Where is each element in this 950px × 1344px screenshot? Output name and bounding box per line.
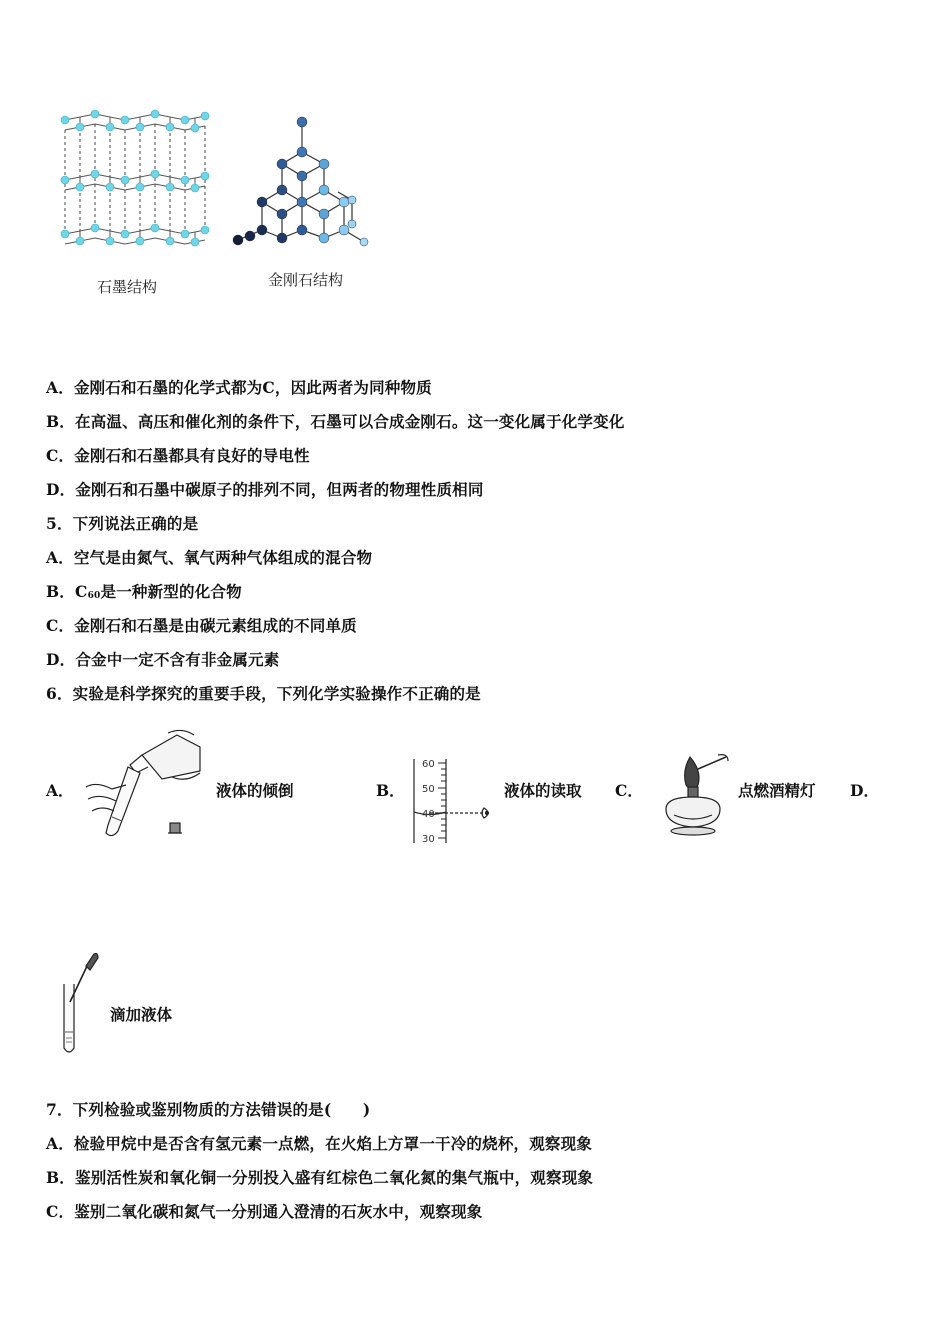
q5-option-d: D．合金中一定不含有非金属元素 (46, 650, 280, 669)
q7-option-b: B．鉴别活性炭和氧化铜一分别投入盛有红棕色二氧化氮的集气瓶中，观察现象 (46, 1168, 594, 1187)
cylinder-tick-50: 50 (422, 784, 435, 795)
graphite-structure-figure (55, 108, 215, 258)
pouring-liquid-illustration (82, 727, 207, 842)
q6-option-b-text: 液体的读取 (504, 781, 582, 800)
cylinder-tick-60: 60 (422, 759, 435, 770)
q5-option-a: A．空气是由氮气、氧气两种气体组成的混合物 (46, 548, 373, 567)
option-label: C． (46, 446, 75, 465)
dropper-illustration (58, 952, 106, 1058)
option-text: 在高温、高压和催化剂的条件下，石墨可以合成金刚石。这一变化属于化学变化 (75, 412, 625, 431)
graduated-cylinder-illustration (408, 757, 503, 847)
option-label: A． (46, 378, 74, 397)
graphite-caption: 石墨结构 (97, 278, 158, 296)
q6-option-d-label: D． (850, 781, 879, 800)
option-text: 金刚石和石墨的化学式都为C，因此两者为同种物质 (73, 378, 432, 397)
c60-symbol: C (75, 582, 88, 601)
diamond-structure-figure (228, 112, 388, 252)
diamond-caption: 金刚石结构 (268, 271, 344, 289)
q6-option-a-label: A． (46, 781, 74, 800)
q4-option-d (46, 478, 484, 500)
q7-option-a: A．检验甲烷中是否含有氢元素一点燃，在火焰上方罩一干冷的烧杯，观察现象 (46, 1134, 593, 1153)
q5-option-c: C．金刚石和石墨是由碳元素组成的不同单质 (46, 616, 357, 635)
cylinder-tick-30: 30 (422, 834, 435, 845)
c60-subscript: 60 (87, 591, 101, 601)
q4-option-c (46, 444, 310, 466)
q7-option-c: C．鉴别二氧化碳和氮气一分别通入澄清的石灰水中，观察现象 (46, 1202, 483, 1221)
q5-option-b (46, 580, 242, 602)
q4-option-b (46, 410, 625, 432)
option-label: D． (46, 480, 76, 499)
q5-stem: 5．下列说法正确的是 (46, 514, 199, 533)
alcohol-lamp-illustration (660, 753, 732, 838)
q6-option-b-label: B． (376, 781, 405, 800)
q6-option-d-text: 滴加液体 (110, 1005, 173, 1024)
q4-option-a (46, 376, 432, 398)
option-text: 金刚石和石墨都具有良好的导电性 (74, 446, 310, 465)
option-text: 金刚石和石墨中碳原子的排列不同，但两者的物理性质相同 (75, 480, 484, 499)
option-text: 是一种新型的化合物 (100, 582, 242, 601)
option-label: B． (46, 582, 76, 601)
cylinder-tick-40: 40 (422, 809, 435, 820)
q7-stem: 7．下列检验或鉴别物质的方法错误的是( ) (46, 1100, 371, 1119)
option-label: B． (46, 412, 76, 431)
q6-option-a-text: 液体的倾倒 (216, 781, 294, 800)
q6-option-c-text: 点燃酒精灯 (738, 781, 816, 800)
q6-option-c-label: C． (615, 781, 643, 800)
q6-stem: 6．实验是科学探究的重要手段，下列化学实验操作不正确的是 (46, 684, 481, 703)
